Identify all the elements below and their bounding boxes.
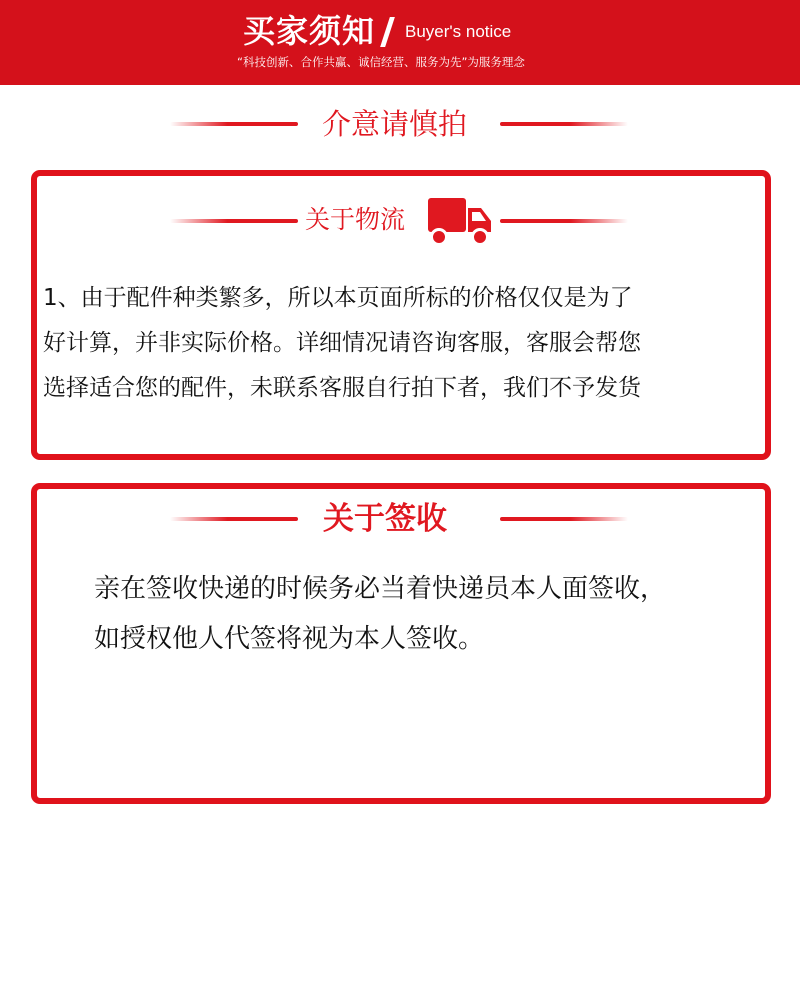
- signing-line-right: [500, 517, 628, 521]
- header-subtitle-en: Buyer's notice: [405, 22, 512, 41]
- notice-heading-text: 介意请慎拍: [322, 107, 468, 141]
- signing-line: 如授权他人代签将视为本人签收。: [94, 624, 485, 654]
- logistics-line-right: [500, 219, 628, 223]
- signing-line: 亲在签收快递的时候务必当着快递员本人面签收，: [94, 574, 667, 604]
- heading-line-right: [500, 122, 628, 126]
- truck-icon: [427, 195, 493, 247]
- logistics-heading-text: 关于物流: [305, 205, 406, 234]
- logistics-line: 好计算，并非实际价格。详细情况请咨询客服，客服会帮您: [43, 330, 641, 356]
- logistics-line: 1、由于配件种类繁多，所以本页面所标的价格仅仅是为了: [43, 285, 633, 311]
- header-title: 买家须知: [243, 12, 376, 50]
- logistics-line-left: [170, 219, 298, 223]
- logistics-text: [43, 276, 641, 411]
- signing-text: [94, 564, 666, 664]
- signing-heading-text: 关于签收: [323, 501, 447, 537]
- heading-line-left: [170, 122, 298, 126]
- header-banner: [0, 0, 800, 85]
- header-slash-divider: [380, 17, 395, 47]
- signing-line-left: [170, 517, 298, 521]
- header-slogan: “科技创新、合作共赢、诚信经营、服务为先”为服务理念: [237, 55, 525, 69]
- logistics-line: 选择适合您的配件，未联系客服自行拍下者，我们不予发货: [43, 375, 641, 401]
